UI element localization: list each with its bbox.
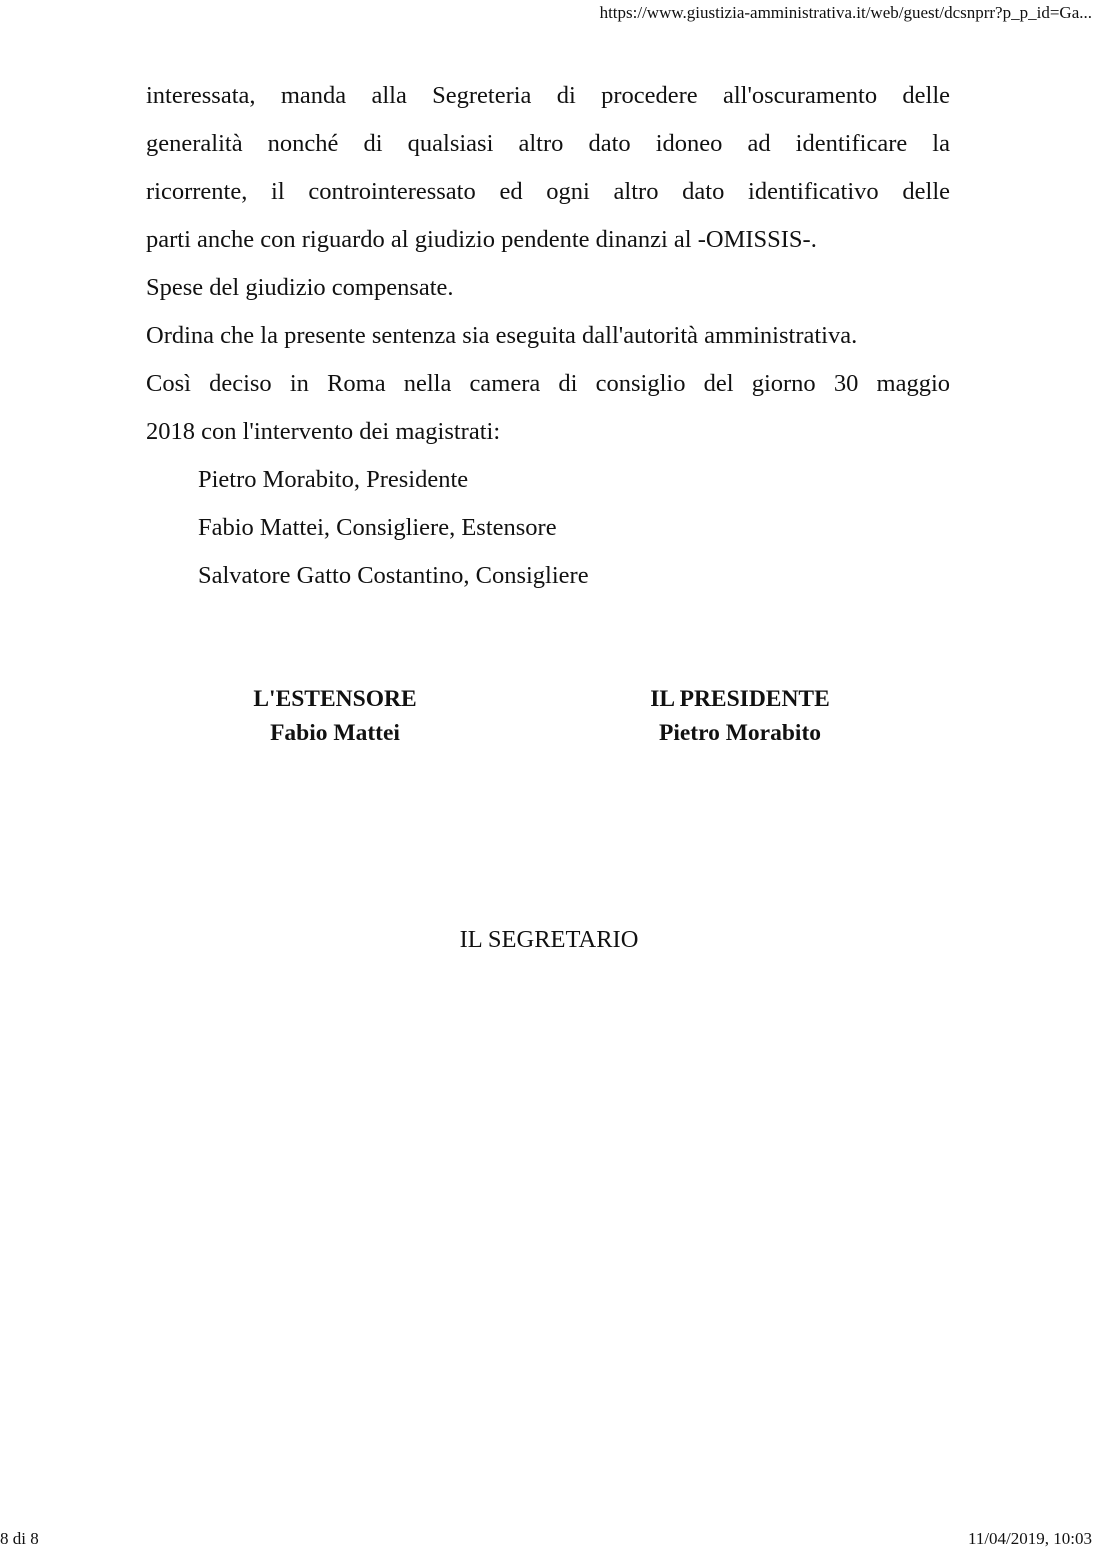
print-datetime: 11/04/2019, 10:03 [967, 1529, 1092, 1548]
signature-name: Pietro Morabito [658, 720, 822, 746]
signature-block [0, 682, 1098, 762]
body-line: parti anche con riguardo al giudizio pendente dinanzi al -OMISSIS-. [146, 226, 817, 253]
page-number: 8 di 8 [0, 1529, 39, 1548]
signature-role: IL PRESIDENTE [650, 686, 830, 712]
secretary-label: IL SEGRETARIO [459, 926, 639, 953]
magistrate-line: Salvatore Gatto Costantino, Consigliere [198, 562, 589, 589]
body-line: Così deciso in Roma nella camera di consiglio del giorno 30 maggio [146, 370, 950, 397]
signature-presidente [630, 682, 850, 750]
body-line: interessata, manda alla Segreteria di procedere all'oscuramento delle [146, 82, 950, 109]
body-line: 2018 con l'intervento dei magistrati: [146, 418, 501, 445]
body-line: Spese del giudizio compensate. [146, 274, 454, 301]
document-body [146, 72, 950, 600]
body-line: ricorrente, il controinteressato ed ogni altro dato identificativo delle [146, 178, 950, 205]
header-url: https://www.giustizia-amministrativa.it/web/guest/dcsnprr?p_p_id=Ga... [599, 3, 1092, 22]
magistrate-line: Fabio Mattei, Consigliere, Estensore [198, 514, 557, 541]
body-line: generalità nonché di qualsiasi altro dato idoneo ad identificare la [146, 130, 950, 157]
magistrate-line: Pietro Morabito, Presidente [198, 466, 469, 493]
signature-role: L'ESTENSORE [253, 686, 417, 712]
signature-name: Fabio Mattei [270, 720, 400, 746]
body-line: Ordina che la presente sentenza sia eseguita dall'autorità amministrativa. [146, 322, 858, 349]
signature-estensore [235, 682, 435, 750]
